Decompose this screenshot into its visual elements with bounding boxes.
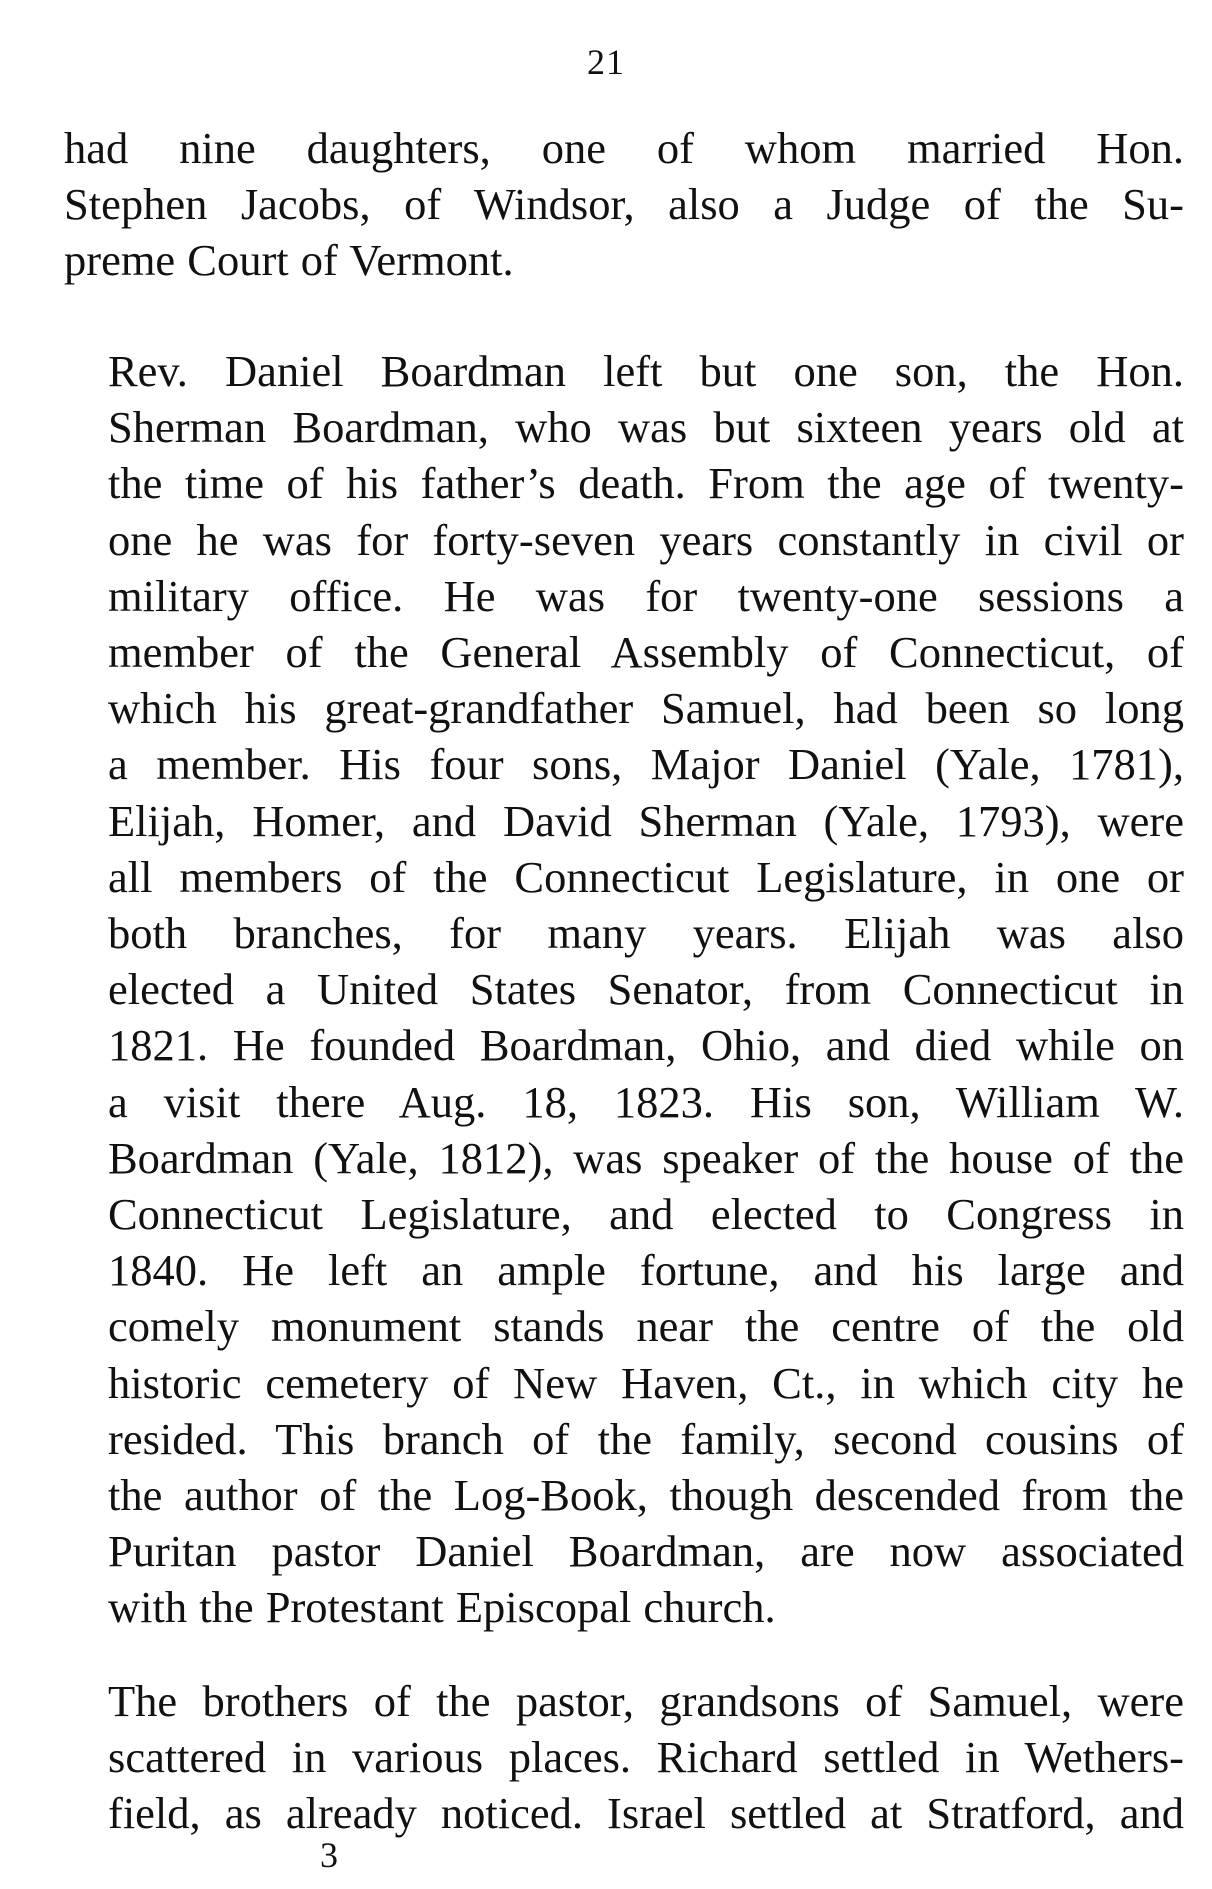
text-line: comely monument stands near the centre of the old <box>108 1301 1184 1352</box>
text-line: scattered in various places. Richard settled in Wethers- <box>108 1732 1184 1783</box>
text-line: a member. His four sons, Major Daniel (Yale, 1781), <box>108 739 1184 790</box>
text-line: resided. This branch of the family, second cousins of <box>108 1413 1184 1464</box>
paragraph-2 <box>64 343 1184 1636</box>
text-line: all members of the Connecticut Legislature, in one or <box>108 851 1184 902</box>
text-line: The brothers of the pastor, grandsons of Samuel, were <box>108 1676 1184 1726</box>
text-line: which his great-grandfather Samuel, had been so long <box>108 683 1184 734</box>
text-line: Rev. Daniel Boardman left but one son, the Hon. <box>108 346 1184 396</box>
text-line: one he was for forty-seven years constantly in civil or <box>108 514 1184 565</box>
text-line: military office. He was for twenty-one sessions a <box>108 570 1184 621</box>
text-line: both branches, for many years. Elijah was also <box>108 908 1184 959</box>
text-line: had nine daughters, one of whom married Hon. <box>64 123 1184 173</box>
text-line: a visit there Aug. 18, 1823. His son, William W. <box>108 1076 1184 1127</box>
text-line: Connecticut Legislature, and elected to Congress in <box>108 1189 1184 1240</box>
text-line: elected a United States Senator, from Connecticut in <box>108 964 1184 1015</box>
text-line: preme Court of Vermont. <box>64 235 514 286</box>
text-line: 1840. He left an ample fortune, and his large and <box>108 1245 1184 1296</box>
text-line: Elijah, Homer, and David Sherman (Yale, 1793), were <box>108 795 1184 846</box>
text-line: historic cemetery of New Haven, Ct., in which city he <box>108 1357 1184 1408</box>
text-line: Boardman (Yale, 1812), was speaker of the house of the <box>108 1132 1184 1183</box>
text-line: member of the General Assembly of Connecticut, of <box>108 627 1184 678</box>
page-number: 21 <box>587 42 625 82</box>
text-line: the time of his father’s death. From the age of twenty- <box>108 458 1184 509</box>
signature-mark: 3 <box>320 1835 338 1875</box>
text-line: Sherman Boardman, who was but sixteen years old at <box>108 402 1184 453</box>
text-line: 1821. He founded Boardman, Ohio, and died while on <box>108 1020 1184 1071</box>
text-line: the author of the Log-Book, though descended from the <box>108 1470 1184 1521</box>
text-line: with the Protestant Episcopal church. <box>108 1582 776 1633</box>
text-line: field, as already noticed. Israel settled at Stratford, and <box>108 1788 1184 1839</box>
paragraph-3 <box>64 1673 1184 1842</box>
text-line: Stephen Jacobs, of Windsor, also a Judge of the Su- <box>64 179 1184 230</box>
text-line: Puritan pastor Daniel Boardman, are now associated <box>108 1526 1184 1577</box>
paragraph-1 <box>64 120 1184 289</box>
